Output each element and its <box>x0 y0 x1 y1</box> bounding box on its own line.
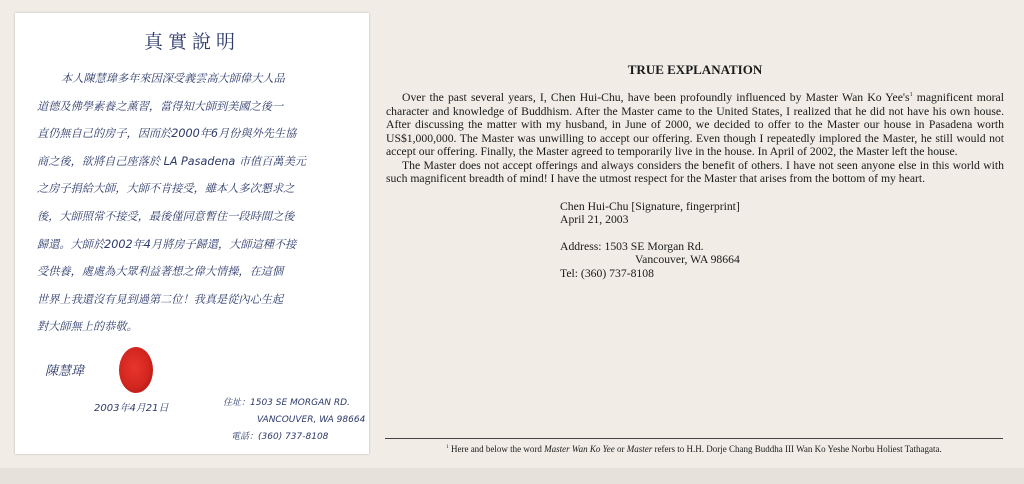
handwritten-address-line2: VANCOUVER, WA 98664 <box>257 415 366 425</box>
handwritten-line: 對大師無上的恭敬。 <box>37 320 138 334</box>
footnote-text: refers to H.H. Dorje Chang Buddha III Wan Ko Yeshe Norbu Holiest Tathagata. <box>652 444 942 454</box>
handwritten-line: 道德及佛學素養之薰習，當得知大師到美國之後一 <box>37 99 284 113</box>
sign-date: April 21, 2003 <box>560 213 629 226</box>
handwritten-letter-image <box>15 13 369 454</box>
footnote-term-1: Master Wan Ko Yee <box>544 444 615 454</box>
handwritten-line: 直仍無自己的房子，因而於2000年6月份與外先生協 <box>37 127 297 141</box>
address-line-1: Address: 1503 SE Morgan Rd. <box>560 239 704 253</box>
handwritten-line: 之房子捐給大師，大師不肯接受，雖本人多次懇求之 <box>37 182 295 196</box>
footnote-number: 1 <box>446 445 449 450</box>
footnote-text: or <box>614 444 627 454</box>
handwritten-line: 後，大師照常不接受，最後僅同意暫住一段時間之後 <box>37 209 295 223</box>
signature-block <box>560 200 1004 281</box>
document-title: TRUE EXPLANATION <box>627 62 763 77</box>
footnote <box>385 444 1003 455</box>
handwritten-body <box>37 65 355 341</box>
page-bottom-strip <box>0 468 1024 484</box>
handwritten-line: 受供養，處處為大眾利益著想之偉大情操，在這個 <box>37 265 284 279</box>
footnote-term-2: Master <box>626 444 653 454</box>
translation-document <box>386 62 1004 280</box>
handwritten-title: 真實說明 <box>143 31 240 53</box>
handwritten-line: 商之後，欲將自己座落於 LA Pasadena 市值百萬美元 <box>37 154 306 168</box>
paragraph-1-start: Over the past several years, I, Chen Hui-Chu, have been profoundly influenced by Master Wan Ko Yee's <box>402 91 910 104</box>
address-line-2: Vancouver, WA 98664 <box>635 253 740 266</box>
footnote-divider <box>385 438 1003 439</box>
paragraph-1 <box>386 91 1004 159</box>
footnote-text: Here and below the word <box>448 444 545 454</box>
paragraph-1-rest: magnificent moral character and knowledge of Buddhism. After the Master came to the United States, I realized that he did not have his own house. After discussing the matter with my husband, in June of 2000, we decided to offer to the Master our house in Pasadena worth US$1,000,000. The Master was unwilling to accept our offering. Even though I repeatedly implored the Master, he still would not accept our offering. Finally, the Master agreed to temporarily live in the house. In April of 2002, the Master left the house. <box>386 91 1004 158</box>
handwritten-line: 歸還。大師於2002年4月將房子歸還，大師這種不接 <box>37 237 297 251</box>
handwritten-address <box>223 395 365 446</box>
paragraph-2: The Master does not accept offerings and always considers the benefit of others. I have not seen anyone else in this world with such magnificent breadth of mind! I have the utmost respect for the Master that arises from the bottom of my heart. <box>386 158 1004 185</box>
telephone: Tel: (360) 737-8108 <box>560 266 654 280</box>
handwritten-signature: 陳慧瑋 <box>45 364 85 379</box>
fingerprint-mark <box>119 347 153 393</box>
handwritten-date: 2003年4月21日 <box>94 403 169 414</box>
signer-name: Chen Hui-Chu [Signature, fingerprint] <box>560 199 740 213</box>
footnote-ref: 1 <box>909 92 913 99</box>
handwritten-address-line1: 住址：1503 SE MORGAN RD. <box>223 398 350 408</box>
handwritten-line: 世界上我還沒有見到過第二位！我真是從內心生起 <box>37 292 284 306</box>
handwritten-phone: 電話：(360) 737-8108 <box>231 432 329 442</box>
handwritten-line: 本人陳慧瑋多年來因深受義雲高大師偉大人品 <box>61 72 285 85</box>
